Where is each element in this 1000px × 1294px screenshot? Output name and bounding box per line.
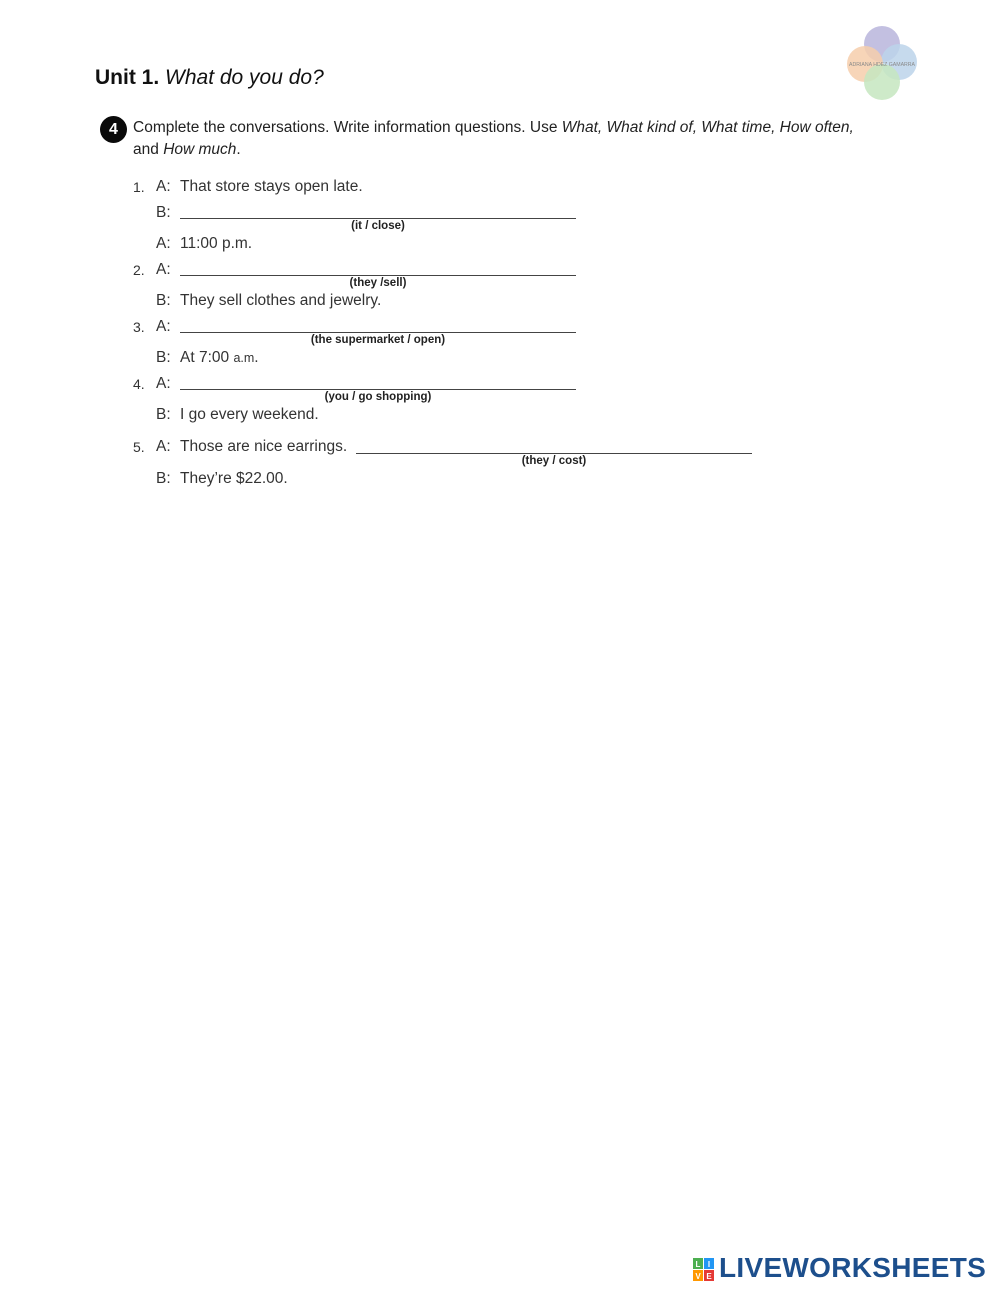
item-number: 4.	[133, 376, 145, 392]
page-title	[95, 66, 324, 90]
speaker-label: B:	[156, 470, 171, 487]
exercise-instructions	[133, 117, 903, 161]
answer-blank-2[interactable]	[180, 275, 576, 276]
time-suffix: a.m	[233, 351, 255, 365]
unit-label: Unit 1.	[95, 66, 160, 89]
speaker-label: B:	[156, 406, 171, 423]
instruction-text: Complete the conversations. Write information questions. Use	[133, 119, 562, 136]
badge-letter: E	[706, 1272, 712, 1281]
speaker-label: B:	[156, 292, 171, 309]
answer-hint: (they / cost)	[521, 455, 587, 467]
liveworksheets-brand[interactable]: LIVEWORKSHEETS	[719, 1252, 987, 1283]
instruction-options: What, What kind of, What time, How often,	[561, 119, 854, 136]
dialogue-line: That store stays open late.	[180, 178, 363, 195]
answer-blank-4[interactable]	[180, 389, 576, 390]
speaker-label: B:	[156, 349, 171, 366]
instruction-end: .	[236, 141, 241, 158]
answer-hint: (they /sell)	[349, 277, 407, 289]
instruction-and: and	[133, 141, 159, 158]
speaker-label: A:	[156, 438, 171, 455]
exercise-number-badge: 4	[100, 116, 127, 143]
instruction-last-option: How much	[163, 141, 237, 158]
badge-letter: V	[695, 1272, 701, 1281]
answer-hint: (it / close)	[351, 220, 405, 232]
dialogue-line	[180, 349, 259, 367]
dialogue-line: I go every weekend.	[180, 406, 319, 423]
dialogue-line: Those are nice earrings.	[180, 438, 348, 455]
dialogue-line: 11:00 p.m.	[180, 235, 253, 252]
item-number: 2.	[133, 262, 145, 278]
dialogue-text: At 7:00	[180, 349, 234, 366]
speaker-label: A:	[156, 318, 171, 335]
liveworksheets-logo-icon	[693, 1258, 715, 1282]
speaker-label: A:	[156, 235, 171, 252]
logo-text: ADRIANA HDEZ GAMARRA	[848, 62, 916, 68]
answer-hint: (the supermarket / open)	[310, 334, 446, 346]
answer-hint: (you / go shopping)	[324, 391, 432, 403]
speaker-label: A:	[156, 178, 171, 195]
item-number: 1.	[133, 179, 145, 195]
answer-blank-3[interactable]	[180, 332, 576, 333]
badge-letter: L	[695, 1260, 701, 1269]
dialogue-line: They’re $22.00.	[180, 470, 288, 487]
answer-blank-1[interactable]	[180, 218, 576, 219]
answer-blank-5[interactable]	[356, 453, 752, 454]
dialogue-end: .	[254, 349, 259, 366]
author-logo	[838, 22, 924, 108]
speaker-label: B:	[156, 204, 171, 221]
badge-letter: I	[707, 1260, 711, 1269]
dialogue-line: They sell clothes and jewelry.	[180, 292, 382, 309]
speaker-label: A:	[156, 261, 171, 278]
unit-title: What do you do?	[165, 66, 324, 89]
item-number: 5.	[133, 439, 145, 455]
item-number: 3.	[133, 319, 145, 335]
speaker-label: A:	[156, 375, 171, 392]
